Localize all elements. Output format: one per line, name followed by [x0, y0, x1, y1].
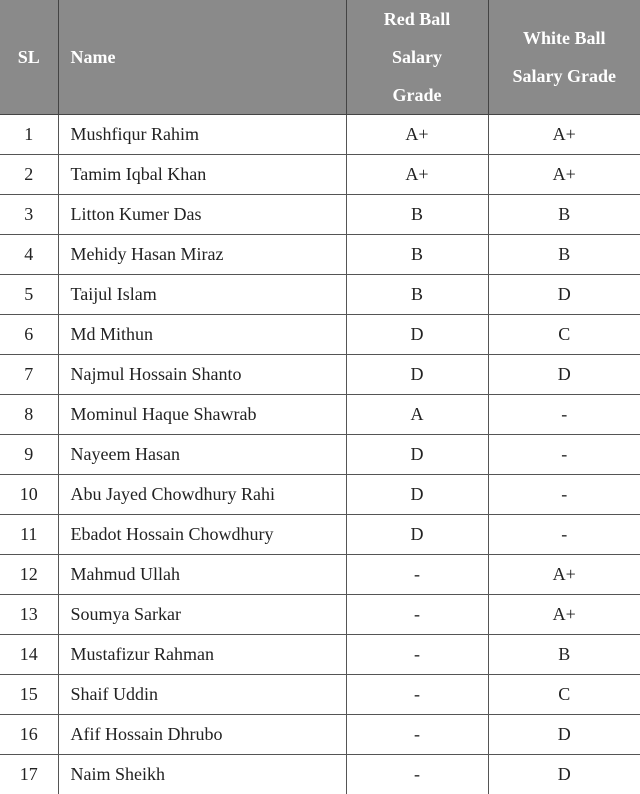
header-red-line2: Salary [347, 38, 488, 76]
cell-sl: 1 [0, 115, 58, 155]
table-row [0, 635, 640, 675]
cell-white-ball-grade: D [488, 275, 640, 315]
cell-red-ball-grade: - [346, 755, 488, 794]
cell-sl: 8 [0, 395, 58, 435]
table-row [0, 555, 640, 595]
cell-sl: 13 [0, 595, 58, 635]
cell-red-ball-grade: A+ [346, 115, 488, 155]
table-row [0, 155, 640, 195]
header-name: Name [58, 0, 346, 115]
cell-red-ball-grade: A [346, 395, 488, 435]
cell-white-ball-grade: D [488, 715, 640, 755]
cell-white-ball-grade: - [488, 395, 640, 435]
table-row [0, 275, 640, 315]
cell-red-ball-grade: A+ [346, 155, 488, 195]
cell-name: Nayeem Hasan [58, 435, 346, 475]
cell-red-ball-grade: D [346, 315, 488, 355]
header-sl: SL [0, 0, 58, 115]
cell-red-ball-grade: - [346, 715, 488, 755]
cell-white-ball-grade: A+ [488, 555, 640, 595]
cell-white-ball-grade: B [488, 635, 640, 675]
table-row [0, 595, 640, 635]
cell-name: Litton Kumer Das [58, 195, 346, 235]
cell-name: Najmul Hossain Shanto [58, 355, 346, 395]
cell-red-ball-grade: - [346, 675, 488, 715]
cell-white-ball-grade: - [488, 435, 640, 475]
cell-sl: 3 [0, 195, 58, 235]
cell-red-ball-grade: B [346, 275, 488, 315]
header-white-line1: White Ball [489, 19, 640, 57]
cell-white-ball-grade: C [488, 675, 640, 715]
cell-sl: 17 [0, 755, 58, 794]
cell-sl: 11 [0, 515, 58, 555]
cell-red-ball-grade: D [346, 435, 488, 475]
cell-name: Shaif Uddin [58, 675, 346, 715]
cell-name: Ebadot Hossain Chowdhury [58, 515, 346, 555]
cell-red-ball-grade: B [346, 195, 488, 235]
cell-name: Md Mithun [58, 315, 346, 355]
cell-name: Afif Hossain Dhrubo [58, 715, 346, 755]
cell-name: Soumya Sarkar [58, 595, 346, 635]
cell-white-ball-grade: C [488, 315, 640, 355]
cell-red-ball-grade: D [346, 515, 488, 555]
header-red-ball-grade [346, 0, 488, 115]
cell-white-ball-grade: A+ [488, 115, 640, 155]
cell-sl: 10 [0, 475, 58, 515]
cell-name: Mahmud Ullah [58, 555, 346, 595]
cell-name: Mustafizur Rahman [58, 635, 346, 675]
cell-name: Mushfiqur Rahim [58, 115, 346, 155]
table-row [0, 475, 640, 515]
table-row [0, 235, 640, 275]
cell-white-ball-grade: - [488, 475, 640, 515]
cell-sl: 7 [0, 355, 58, 395]
table-header [0, 0, 640, 115]
cell-sl: 4 [0, 235, 58, 275]
cell-sl: 14 [0, 635, 58, 675]
cell-red-ball-grade: - [346, 555, 488, 595]
cell-sl: 15 [0, 675, 58, 715]
cell-sl: 9 [0, 435, 58, 475]
table-row [0, 195, 640, 235]
cell-sl: 12 [0, 555, 58, 595]
cell-white-ball-grade: B [488, 235, 640, 275]
cell-name: Taijul Islam [58, 275, 346, 315]
cell-sl: 6 [0, 315, 58, 355]
table-row [0, 715, 640, 755]
cell-white-ball-grade: D [488, 755, 640, 794]
table-row [0, 515, 640, 555]
header-white-ball-grade [488, 0, 640, 115]
cell-white-ball-grade: D [488, 355, 640, 395]
cell-red-ball-grade: - [346, 635, 488, 675]
header-red-line3: Grade [347, 76, 488, 114]
cell-white-ball-grade: B [488, 195, 640, 235]
cell-name: Naim Sheikh [58, 755, 346, 794]
cell-name: Tamim Iqbal Khan [58, 155, 346, 195]
table-body [0, 115, 640, 794]
table-row [0, 395, 640, 435]
table-row [0, 115, 640, 155]
table-row [0, 435, 640, 475]
cell-white-ball-grade: - [488, 515, 640, 555]
header-white-line2: Salary Grade [489, 57, 640, 95]
cell-name: Mominul Haque Shawrab [58, 395, 346, 435]
cell-red-ball-grade: B [346, 235, 488, 275]
table-row [0, 755, 640, 794]
cell-sl: 2 [0, 155, 58, 195]
table-row [0, 675, 640, 715]
cell-sl: 5 [0, 275, 58, 315]
table-row [0, 315, 640, 355]
header-red-line1: Red Ball [347, 0, 488, 38]
cell-white-ball-grade: A+ [488, 595, 640, 635]
cell-name: Abu Jayed Chowdhury Rahi [58, 475, 346, 515]
table-row [0, 355, 640, 395]
cell-red-ball-grade: - [346, 595, 488, 635]
cell-name: Mehidy Hasan Miraz [58, 235, 346, 275]
cell-white-ball-grade: A+ [488, 155, 640, 195]
cell-sl: 16 [0, 715, 58, 755]
cell-red-ball-grade: D [346, 355, 488, 395]
header-row [0, 0, 640, 115]
cell-red-ball-grade: D [346, 475, 488, 515]
